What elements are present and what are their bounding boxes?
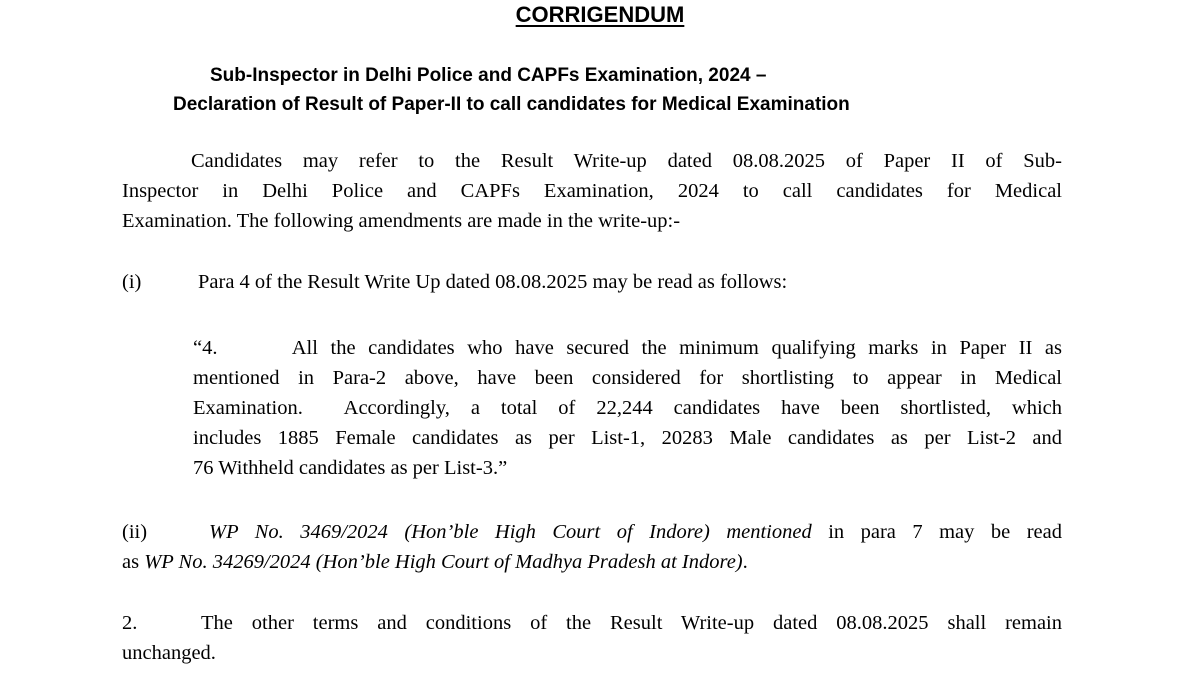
subtitle-line-2: Declaration of Result of Paper-II to call candidates for Medical Examination xyxy=(173,94,850,115)
item-ii-paragraph xyxy=(122,517,1062,577)
item-i-marker: (i) xyxy=(122,271,142,293)
para-2-line-2: unchanged. xyxy=(122,642,216,664)
quote-line-1: “4. All the candidates who have secured the minimum qualifying marks in Paper II as xyxy=(193,337,1062,359)
subtitle-line-1: Sub-Inspector in Delhi Police and CAPFs Examination, 2024 – xyxy=(210,65,767,86)
heading-text: CORRIGENDUM xyxy=(515,2,685,27)
item-ii-marker: (ii) xyxy=(122,521,148,543)
item-ii-plain-2: as xyxy=(122,551,145,573)
item-ii-italic-2: WP No. 34269/2024 (Hon’ble High Court of Madhya Pradesh at Indore) xyxy=(144,551,743,573)
item-ii-plain-1: in para 7 may be read xyxy=(811,521,1062,543)
quote-line-2: mentioned in Para-2 above, have been considered for shortlisting to appear in Medical xyxy=(193,367,1062,389)
item-ii-italic-1: WP No. 3469/2024 (Hon’ble High Court of Indore) mentioned xyxy=(209,521,812,543)
document-heading xyxy=(0,2,1200,28)
quote-line-4: includes 1885 Female candidates as per List-1, 20283 Male candidates as per List-2 and xyxy=(193,427,1062,449)
para-2-paragraph xyxy=(122,608,1062,668)
intro-line-1: Candidates may refer to the Result Write-up dated 08.08.2025 of Paper II of Sub- xyxy=(191,150,1062,172)
para-2-marker: 2. xyxy=(122,612,138,634)
item-ii-plain-3: . xyxy=(742,551,748,573)
item-ii-line-2 xyxy=(122,547,1062,577)
intro-line-3: Examination. The following amendments are made in the write-up:- xyxy=(122,210,681,232)
quote-line-3: Examination. Accordingly, a total of 22,244 candidates have been shortlisted, which xyxy=(193,397,1062,419)
item-ii-line-1 xyxy=(122,517,1062,547)
quote-line-5: 76 Withheld candidates as per List-3.” xyxy=(193,457,508,479)
intro-line-2: Inspector in Delhi Police and CAPFs Examination, 2024 to call candidates for Medical xyxy=(122,180,1062,202)
item-i-text: Para 4 of the Result Write Up dated 08.08.2025 may be read as follows: xyxy=(198,271,788,293)
intro-paragraph xyxy=(122,146,1062,236)
quoted-para-4 xyxy=(193,333,1062,483)
para-2-line-1: The other terms and conditions of the Result Write-up dated 08.08.2025 shall remain xyxy=(201,612,1062,634)
